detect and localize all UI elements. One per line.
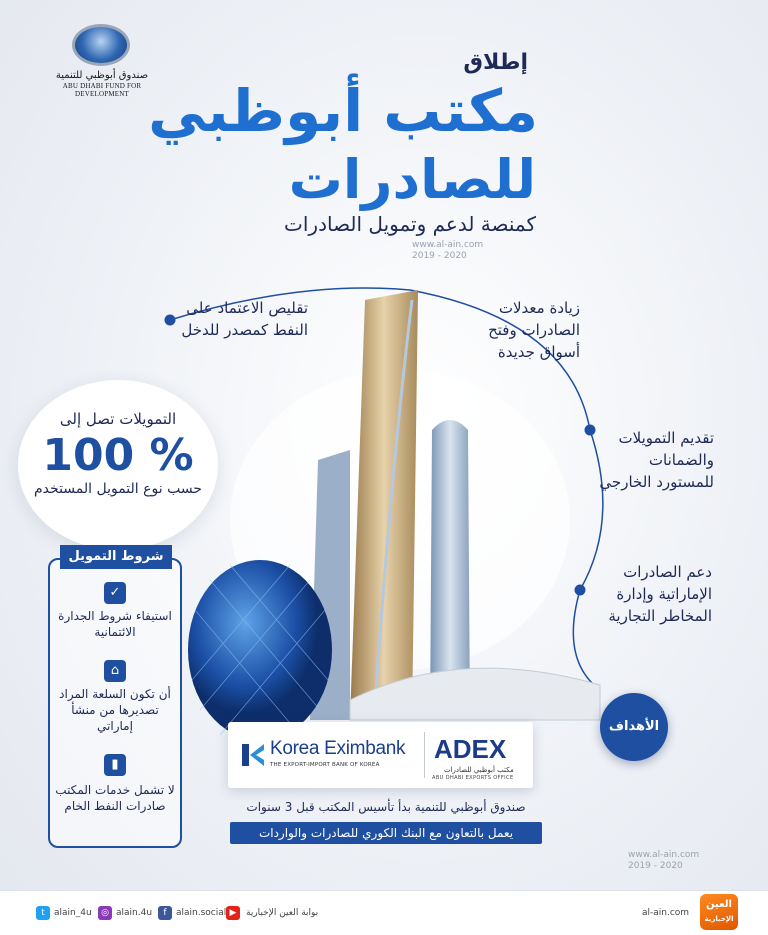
title-intro: إطلاق	[463, 50, 528, 75]
instagram-icon[interactable]: ◎	[98, 906, 112, 920]
youtube-channel[interactable]: بوابة العين الإخبارية	[246, 908, 319, 918]
main-tower-shape	[350, 290, 418, 720]
oil-barrel-icon: ▮	[104, 754, 126, 776]
watermark-top	[412, 240, 483, 262]
goal-item-2: تقديم التمويلات والضمانات للمستورد الخارجي	[599, 429, 714, 491]
watermark-years: 2019 - 2020	[628, 860, 683, 871]
page-title-line2: للصادرات	[288, 148, 536, 211]
term-item-2: أن تكون السلعة المراد تصديرها من منشأ إماراتي	[59, 687, 171, 734]
fund-logo-icon	[72, 24, 130, 66]
cooperation-banner: يعمل بالتعاون مع البنك الكوري للصادرات والواردات	[230, 822, 542, 844]
page-subtitle: كمنصة لدعم وتمويل الصادرات	[284, 212, 536, 236]
instagram-handle[interactable]: alain.4u	[116, 908, 153, 918]
round-building-shape	[188, 560, 332, 740]
goal-item-4: تقليص الاعتماد على النفط كمصدر للدخل	[181, 299, 308, 339]
founding-note: صندوق أبوظبي للتنمية بدأ تأسيس المكتب قبل 3 سنوات	[246, 800, 526, 814]
watermark-url: www.al-ain.com	[628, 850, 700, 860]
facebook-handle[interactable]: alain.social	[176, 908, 227, 918]
adex-arabic-name: مكتب أبوظبي للصادرات	[444, 766, 514, 774]
goal-item-1: زيادة معدلات الصادرات وفتح أسواق جديدة	[488, 299, 580, 361]
twitter-icon[interactable]: t	[36, 906, 50, 920]
page-title-line1: مكتب أبوظبي	[148, 77, 538, 145]
al-ain-logo	[700, 894, 738, 930]
watermark-bottom	[628, 850, 699, 872]
funding-percent: 100 %	[42, 430, 194, 481]
goal-item-3: دعم الصادرات الإماراتية وإدارة المخاطر التجارية	[608, 563, 712, 625]
youtube-icon[interactable]: ▶	[226, 906, 240, 920]
fund-logo-english: ABU DHABI FUND FOR DEVELOPMENT	[62, 82, 142, 98]
fund-logo-arabic: صندوق أبوظبي للتنمية	[55, 70, 149, 81]
checklist-icon: ✓	[104, 582, 126, 604]
adex-logo: ADEX	[434, 734, 507, 764]
goals-badge: الأهداف	[600, 693, 668, 761]
goal-dot-1	[165, 315, 176, 326]
funding-intro: التمويلات تصل إلى	[59, 410, 177, 428]
funding-note: حسب نوع التمويل المستخدم	[34, 481, 202, 497]
uae-map-icon: ⌂	[104, 660, 126, 682]
korea-eximbank-name: Korea Eximbank	[270, 738, 406, 759]
terms-title: شروط التمويل	[60, 545, 172, 569]
goal-dot-3	[575, 585, 586, 596]
watermark-years: 2019 - 2020	[412, 250, 467, 261]
al-ain-logo-top: العين	[706, 899, 732, 910]
site-url[interactable]: al-ain.com	[642, 908, 690, 918]
korea-eximbank-tagline: THE EXPORT-IMPORT BANK OF KOREA	[270, 762, 380, 768]
facebook-icon[interactable]: f	[158, 906, 172, 920]
term-item-3: لا تشمل خدمات المكتب صادرات النفط الخام	[55, 783, 175, 814]
twitter-handle[interactable]: alain_4u	[54, 908, 92, 918]
watermark-url: www.al-ain.com	[412, 240, 484, 250]
korea-eximbank-logo-icon	[240, 742, 266, 768]
adex-english-name: ABU DHABI EXPORTS OFFICE	[432, 775, 514, 781]
term-item-1: استيفاء شروط الجدارة الائتمانية	[58, 609, 172, 640]
al-ain-logo-bottom: الإخبارية	[704, 915, 734, 923]
partners-divider	[424, 732, 425, 778]
